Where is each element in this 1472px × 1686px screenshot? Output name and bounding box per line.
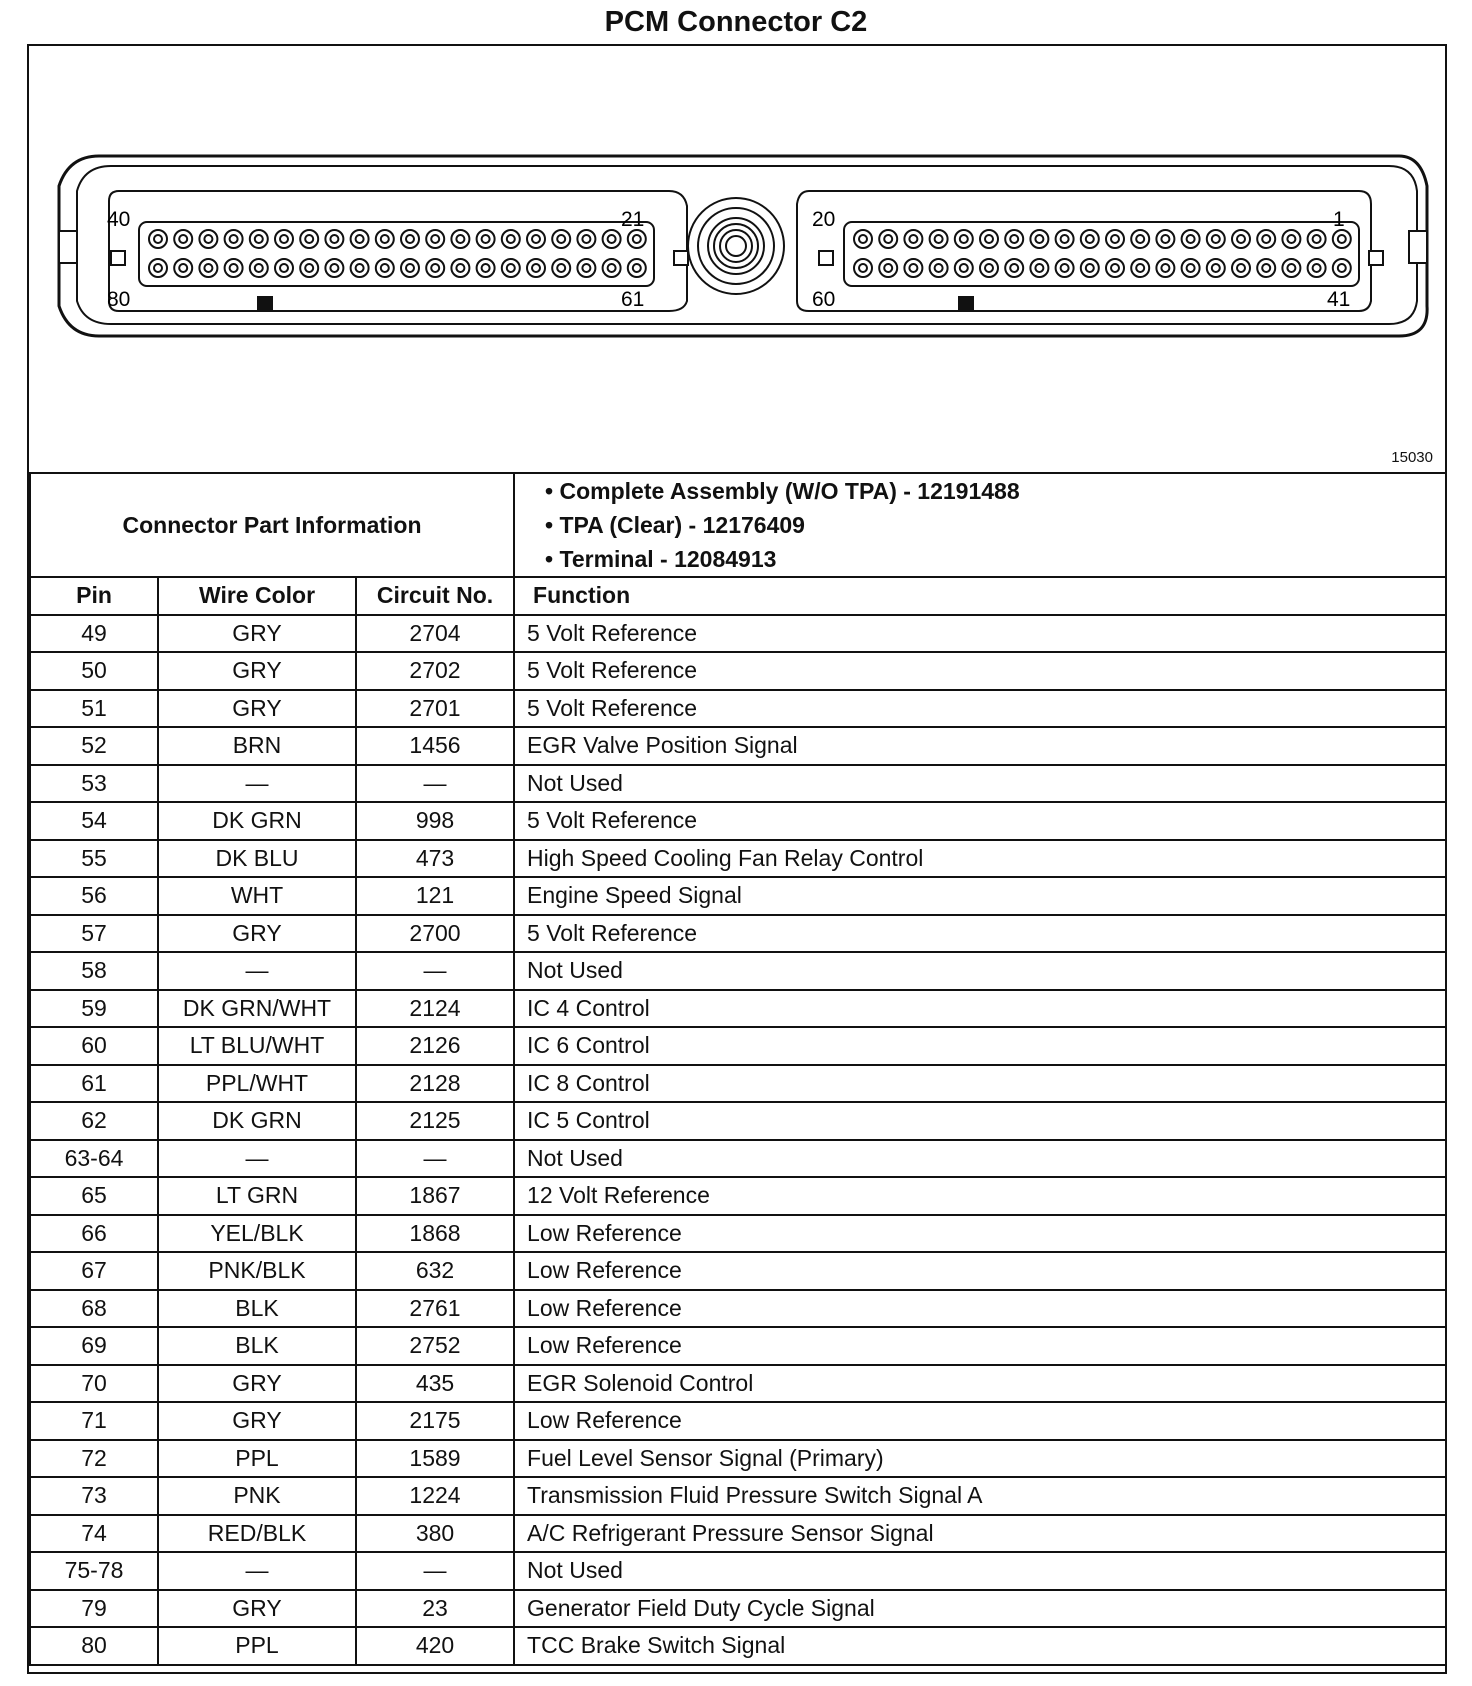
circuit-cell: 420	[356, 1627, 514, 1665]
pin-terminal	[199, 230, 217, 248]
pin-terminal	[426, 259, 444, 277]
pin-cell: 59	[30, 990, 158, 1028]
pin-terminal	[904, 259, 922, 277]
pin-label-61: 61	[621, 288, 645, 311]
circuit-cell: —	[356, 1552, 514, 1590]
pin-cell: 63-64	[30, 1140, 158, 1178]
table-header-row	[30, 577, 1446, 615]
table-row	[30, 1440, 1446, 1478]
pin-terminal	[502, 230, 520, 248]
pin-terminal	[1207, 259, 1225, 277]
table-row	[30, 1365, 1446, 1403]
function-cell: EGR Solenoid Control	[514, 1365, 1446, 1403]
table-row	[30, 765, 1446, 803]
pin-terminal	[577, 259, 595, 277]
pin-terminal	[1282, 259, 1300, 277]
pin-terminal	[854, 259, 872, 277]
part-info-list	[514, 473, 1446, 577]
pin-terminal	[351, 259, 369, 277]
table-row	[30, 1515, 1446, 1553]
pin-terminal	[1030, 259, 1048, 277]
pin-terminal	[225, 259, 243, 277]
function-cell: 5 Volt Reference	[514, 615, 1446, 653]
wire-color-cell: GRY	[158, 1365, 356, 1403]
wire-color-cell: —	[158, 952, 356, 990]
pin-cell: 70	[30, 1365, 158, 1403]
pin-terminal	[1308, 259, 1326, 277]
table-row	[30, 1102, 1446, 1140]
left-pin-array	[149, 230, 646, 277]
pin-terminal	[1131, 259, 1149, 277]
pin-cell: 67	[30, 1252, 158, 1290]
circuit-cell: 1868	[356, 1215, 514, 1253]
wire-color-cell: PPL/WHT	[158, 1065, 356, 1103]
circuit-cell: 998	[356, 802, 514, 840]
circuit-cell: 121	[356, 877, 514, 915]
pin-terminal	[628, 259, 646, 277]
pin-terminal	[502, 259, 520, 277]
pin-terminal	[376, 259, 394, 277]
function-cell: 12 Volt Reference	[514, 1177, 1446, 1215]
function-cell: IC 5 Control	[514, 1102, 1446, 1140]
pin-label-80: 80	[107, 288, 131, 311]
pin-terminal	[1282, 230, 1300, 248]
table-row	[30, 1177, 1446, 1215]
wire-color-cell: LT GRN	[158, 1177, 356, 1215]
pin-label-1: 1	[1333, 208, 1345, 231]
function-cell: Low Reference	[514, 1327, 1446, 1365]
column-header-pin: Pin	[30, 577, 158, 615]
pin-terminal	[1182, 230, 1200, 248]
wire-color-cell: WHT	[158, 877, 356, 915]
circuit-cell: 2702	[356, 652, 514, 690]
pin-cell: 65	[30, 1177, 158, 1215]
connector-diagram	[29, 46, 1445, 474]
circuit-cell: 632	[356, 1252, 514, 1290]
table-row	[30, 840, 1446, 878]
circuit-cell: 1224	[356, 1477, 514, 1515]
table-row	[30, 1552, 1446, 1590]
pin-terminal	[275, 230, 293, 248]
part-info-label: Connector Part Information	[30, 473, 514, 577]
circuit-cell: 2175	[356, 1402, 514, 1440]
function-cell: IC 6 Control	[514, 1027, 1446, 1065]
wire-color-cell: GRY	[158, 615, 356, 653]
pin-terminal	[199, 259, 217, 277]
pin-terminal	[477, 230, 495, 248]
pin-cell: 56	[30, 877, 158, 915]
pin-cell: 74	[30, 1515, 158, 1553]
table-row	[30, 1327, 1446, 1365]
pin-terminal	[351, 230, 369, 248]
pin-label-21: 21	[621, 208, 645, 231]
pin-terminal	[1081, 230, 1099, 248]
circuit-cell: 2752	[356, 1327, 514, 1365]
pin-cell: 69	[30, 1327, 158, 1365]
pin-terminal	[904, 230, 922, 248]
pin-terminal	[401, 230, 419, 248]
pinout-table	[29, 472, 1447, 1666]
circuit-cell: —	[356, 952, 514, 990]
pin-terminal	[426, 230, 444, 248]
pin-terminal	[149, 230, 167, 248]
wire-color-cell: —	[158, 1552, 356, 1590]
pin-terminal	[527, 230, 545, 248]
function-cell: Generator Field Duty Cycle Signal	[514, 1590, 1446, 1628]
pin-terminal	[1207, 230, 1225, 248]
pin-terminal	[527, 259, 545, 277]
connector-face-drawing	[29, 46, 1445, 472]
pin-terminal	[401, 259, 419, 277]
wire-color-cell: YEL/BLK	[158, 1215, 356, 1253]
circuit-cell: 1867	[356, 1177, 514, 1215]
pin-terminal	[275, 259, 293, 277]
table-row	[30, 802, 1446, 840]
table-row	[30, 1027, 1446, 1065]
part-info-item: • TPA (Clear) - 12176409	[545, 508, 1445, 542]
wire-color-cell: BRN	[158, 727, 356, 765]
pin-label-60: 60	[812, 288, 836, 311]
pin-cell: 58	[30, 952, 158, 990]
wire-color-cell: GRY	[158, 1402, 356, 1440]
pin-terminal	[225, 230, 243, 248]
table-row	[30, 1402, 1446, 1440]
pin-terminal	[930, 259, 948, 277]
pin-terminal	[1182, 259, 1200, 277]
function-cell: Fuel Level Sensor Signal (Primary)	[514, 1440, 1446, 1478]
circuit-cell: 1456	[356, 727, 514, 765]
pin-terminal	[930, 230, 948, 248]
pin-cell: 79	[30, 1590, 158, 1628]
part-info-item: • Complete Assembly (W/O TPA) - 12191488	[545, 474, 1445, 508]
wire-color-cell: GRY	[158, 652, 356, 690]
function-cell: Low Reference	[514, 1290, 1446, 1328]
pin-terminal	[477, 259, 495, 277]
pin-terminal	[552, 230, 570, 248]
table-row	[30, 990, 1446, 1028]
table-row	[30, 615, 1446, 653]
pin-label-20: 20	[812, 208, 836, 231]
pin-cell: 62	[30, 1102, 158, 1140]
pin-terminal	[1156, 230, 1174, 248]
pin-terminal	[1257, 230, 1275, 248]
table-row	[30, 1290, 1446, 1328]
pin-terminal	[1308, 230, 1326, 248]
pin-terminal	[451, 230, 469, 248]
pin-terminal	[300, 230, 318, 248]
function-cell: Engine Speed Signal	[514, 877, 1446, 915]
pin-terminal	[603, 259, 621, 277]
pin-terminal	[628, 230, 646, 248]
pin-terminal	[174, 259, 192, 277]
pin-terminal	[1106, 259, 1124, 277]
function-cell: Not Used	[514, 952, 1446, 990]
pin-cell: 55	[30, 840, 158, 878]
pin-cell: 80	[30, 1627, 158, 1665]
function-cell: Not Used	[514, 1552, 1446, 1590]
pin-terminal	[250, 230, 268, 248]
pin-terminal	[955, 259, 973, 277]
pin-terminal	[1131, 230, 1149, 248]
pin-terminal	[955, 230, 973, 248]
pin-terminal	[300, 259, 318, 277]
circuit-cell: 473	[356, 840, 514, 878]
pin-terminal	[980, 259, 998, 277]
wire-color-cell: GRY	[158, 1590, 356, 1628]
pin-terminal	[174, 230, 192, 248]
circuit-cell: 2701	[356, 690, 514, 728]
pin-terminal	[149, 259, 167, 277]
pin-terminal	[1333, 230, 1351, 248]
pin-terminal	[1333, 259, 1351, 277]
pin-cell: 50	[30, 652, 158, 690]
function-cell: IC 4 Control	[514, 990, 1446, 1028]
pin-terminal	[1232, 230, 1250, 248]
circuit-cell: 2128	[356, 1065, 514, 1103]
pin-cell: 72	[30, 1440, 158, 1478]
circuit-cell: 380	[356, 1515, 514, 1553]
wire-color-cell: BLK	[158, 1290, 356, 1328]
page-title: PCM Connector C2	[604, 6, 868, 38]
function-cell: Transmission Fluid Pressure Switch Signal A	[514, 1477, 1446, 1515]
function-cell: Not Used	[514, 1140, 1446, 1178]
function-cell: Not Used	[514, 765, 1446, 803]
circuit-cell: 23	[356, 1590, 514, 1628]
pin-terminal	[1081, 259, 1099, 277]
pin-terminal	[1005, 230, 1023, 248]
function-cell: TCC Brake Switch Signal	[514, 1627, 1446, 1665]
connector-sheet	[27, 44, 1447, 1674]
pin-terminal	[250, 259, 268, 277]
table-row	[30, 727, 1446, 765]
pin-terminal	[1056, 259, 1074, 277]
pin-cell: 61	[30, 1065, 158, 1103]
wire-color-cell: —	[158, 1140, 356, 1178]
table-row	[30, 915, 1446, 953]
wire-color-cell: PPL	[158, 1440, 356, 1478]
table-row	[30, 952, 1446, 990]
pin-cell: 75-78	[30, 1552, 158, 1590]
wire-color-cell: DK GRN/WHT	[158, 990, 356, 1028]
circuit-cell: 2700	[356, 915, 514, 953]
pin-label-40: 40	[107, 208, 131, 231]
pin-terminal	[1030, 230, 1048, 248]
wire-color-cell: —	[158, 765, 356, 803]
pin-terminal	[980, 230, 998, 248]
figure-number: 15030	[1391, 449, 1433, 466]
pin-cell: 60	[30, 1027, 158, 1065]
wire-color-cell: LT BLU/WHT	[158, 1027, 356, 1065]
pin-terminal	[577, 230, 595, 248]
circuit-cell: —	[356, 1140, 514, 1178]
pin-cell: 51	[30, 690, 158, 728]
pin-cell: 66	[30, 1215, 158, 1253]
pin-terminal	[1232, 259, 1250, 277]
part-info-row	[30, 473, 1446, 577]
circuit-cell: 435	[356, 1365, 514, 1403]
circuit-cell: 2125	[356, 1102, 514, 1140]
pin-terminal	[1005, 259, 1023, 277]
table-row	[30, 1215, 1446, 1253]
part-info-item: • Terminal - 12084913	[545, 542, 1445, 576]
wire-color-cell: GRY	[158, 915, 356, 953]
function-cell: EGR Valve Position Signal	[514, 727, 1446, 765]
function-cell: 5 Volt Reference	[514, 802, 1446, 840]
pin-terminal	[879, 259, 897, 277]
pin-terminal	[552, 259, 570, 277]
pin-terminal	[325, 259, 343, 277]
table-row	[30, 877, 1446, 915]
center-bolt-icon	[688, 198, 784, 294]
function-cell: 5 Volt Reference	[514, 652, 1446, 690]
pin-terminal	[325, 230, 343, 248]
table-row	[30, 1252, 1446, 1290]
pin-cell: 68	[30, 1290, 158, 1328]
circuit-cell: —	[356, 765, 514, 803]
pin-cell: 57	[30, 915, 158, 953]
circuit-cell: 1589	[356, 1440, 514, 1478]
function-cell: High Speed Cooling Fan Relay Control	[514, 840, 1446, 878]
pin-cell: 73	[30, 1477, 158, 1515]
pin-terminal	[376, 230, 394, 248]
table-row	[30, 652, 1446, 690]
wire-color-cell: DK GRN	[158, 1102, 356, 1140]
pin-terminal	[1106, 230, 1124, 248]
wire-color-cell: PPL	[158, 1627, 356, 1665]
circuit-cell: 2704	[356, 615, 514, 653]
circuit-cell: 2124	[356, 990, 514, 1028]
right-pin-array	[854, 230, 1351, 277]
function-cell: IC 8 Control	[514, 1065, 1446, 1103]
wire-color-cell: PNK	[158, 1477, 356, 1515]
wire-color-cell: DK BLU	[158, 840, 356, 878]
pin-terminal	[879, 230, 897, 248]
pin-cell: 53	[30, 765, 158, 803]
column-header-wire-color: Wire Color	[158, 577, 356, 615]
function-cell: 5 Volt Reference	[514, 915, 1446, 953]
wire-color-cell: RED/BLK	[158, 1515, 356, 1553]
column-header-function: Function	[514, 577, 1446, 615]
wire-color-cell: BLK	[158, 1327, 356, 1365]
pin-terminal	[854, 230, 872, 248]
function-cell: Low Reference	[514, 1215, 1446, 1253]
pin-terminal	[451, 259, 469, 277]
table-row	[30, 1590, 1446, 1628]
pin-label-41: 41	[1327, 288, 1351, 311]
table-row	[30, 1065, 1446, 1103]
pin-terminal	[1056, 230, 1074, 248]
table-row	[30, 1477, 1446, 1515]
function-cell: Low Reference	[514, 1252, 1446, 1290]
wire-color-cell: PNK/BLK	[158, 1252, 356, 1290]
pin-terminal	[603, 230, 621, 248]
pin-cell: 49	[30, 615, 158, 653]
wire-color-cell: DK GRN	[158, 802, 356, 840]
circuit-cell: 2126	[356, 1027, 514, 1065]
function-cell: A/C Refrigerant Pressure Sensor Signal	[514, 1515, 1446, 1553]
circuit-cell: 2761	[356, 1290, 514, 1328]
pin-terminal	[1257, 259, 1275, 277]
pin-cell: 52	[30, 727, 158, 765]
pin-cell: 54	[30, 802, 158, 840]
column-header-circuit: Circuit No.	[356, 577, 514, 615]
wire-color-cell: GRY	[158, 690, 356, 728]
function-cell: 5 Volt Reference	[514, 690, 1446, 728]
pin-terminal	[1156, 259, 1174, 277]
pin-cell: 71	[30, 1402, 158, 1440]
function-cell: Low Reference	[514, 1402, 1446, 1440]
table-row	[30, 690, 1446, 728]
table-row	[30, 1627, 1446, 1665]
table-row	[30, 1140, 1446, 1178]
